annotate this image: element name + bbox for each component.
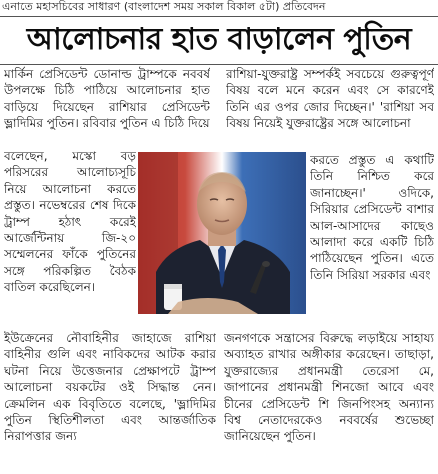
article-column-left-top	[4, 66, 210, 148]
paragraph-left-narrow: বলেছেন, মস্কো বড় পরিসরের আলোচ্যসূচি নিয়ে আলোচনা করতে প্রস্তুত। নভেম্বরের শেষ দিকে ট্রাম্প হঠাৎ করেই আর্জেন্টিনায় জি-২০ সম্মেলনের ফাঁকে পুতিনের সঙ্গে পরিকল্পিত বৈঠক বাতিল করেছিলেন।	[4, 149, 136, 295]
article-column-left-narrow	[4, 148, 136, 324]
article-column-right-top	[226, 66, 434, 152]
paragraph-left-top: মার্কিন প্রেসিডেন্ট ডোনাল্ড ট্রাম্পকে নববর্ষ উপলক্ষে চিঠি পাঠিয়ে আলোচনার হাত বাড়িয়ে দিয়েছেন রাশিয়ার প্রেসিডেন্ট ভ্লাদিমির পুতিন। রবিবার পুতিন এ চিঠি দিয়ে	[4, 67, 210, 131]
paragraph-right-top: রাশিয়া-যুক্তরাষ্ট্র সম্পর্কই সবচেয়ে গুরুত্বপূর্ণ বিষয় বলে মনে করেন এবং সে কারণেই তিনি এর ওপর জোর দিচ্ছেন।' 'রাশিয়া সব বিষয় নিয়েই যুক্তরাষ্ট্রের সঙ্গে আলোচনা	[226, 67, 434, 131]
article-column-right-middle	[310, 152, 434, 332]
paragraph-left-bottom: ইউক্রেনের নৌবাহিনীর জাহাজে রাশিয়া বাহিনীর গুলি এবং নাবিকদের আটক করার ঘটনা নিয়ে উত্তেজনার প্রেক্ষাপটে ট্রাম্প আলোচনা বয়কটের ওই সিদ্ধান্ত নেন। ক্রেমলিন এক বিবৃতিতে বলেছে, 'ভ্লাদিমির পুতিন স্থিতিশীলতা এবং আন্তর্জাতিক নিরাপত্তার জন্য	[4, 331, 216, 444]
clipped-header-line: এনাতে মহাসচিবের সাধারণ (বাংলাদেশ সময় সকাল বিকাল ৫টা) প্রতিবেদন	[2, 0, 326, 13]
putin-photo	[138, 152, 306, 314]
article-headline: আলোচনার হাত বাড়ালেন পুতিন	[26, 22, 412, 57]
paragraph-right-middle: করতে প্রস্তুত এ কথাটি তিনি নিশ্চিত করে জানাচ্ছেন।' ওদিকে, সিরিয়ার প্রেসিডেন্ট বাশার আল-আসাদের কাছেও আলাদা করে একটি চিঠি পাঠিয়েছেন পুতিন। এতে তিনি সিরিয়া সরকার এবং	[310, 153, 434, 282]
headline-divider	[0, 64, 438, 65]
article-column-right-bottom	[224, 330, 434, 474]
putin-portrait-illustration	[138, 152, 306, 314]
article-column-left-bottom	[4, 330, 216, 474]
paragraph-right-bottom: জনগণকে সন্ত্রাসের বিরুদ্ধে লড়াইয়ে সাহায্য অব্যাহত রাখার অঙ্গীকার করেছেন। তাছাড়া, যুক্তরাজ্যের প্রধানমন্ত্রী তেরেসা মে, জাপানের প্রধানমন্ত্রী শিনজো আবে এবং চীনের প্রেসিডেন্ট শি জিনপিংসহ অন্যান্য বিশ্ব নেতাদেরকেও নববর্ষের শুভেচ্ছা জানিয়েছেন পুতিন।	[224, 331, 434, 444]
